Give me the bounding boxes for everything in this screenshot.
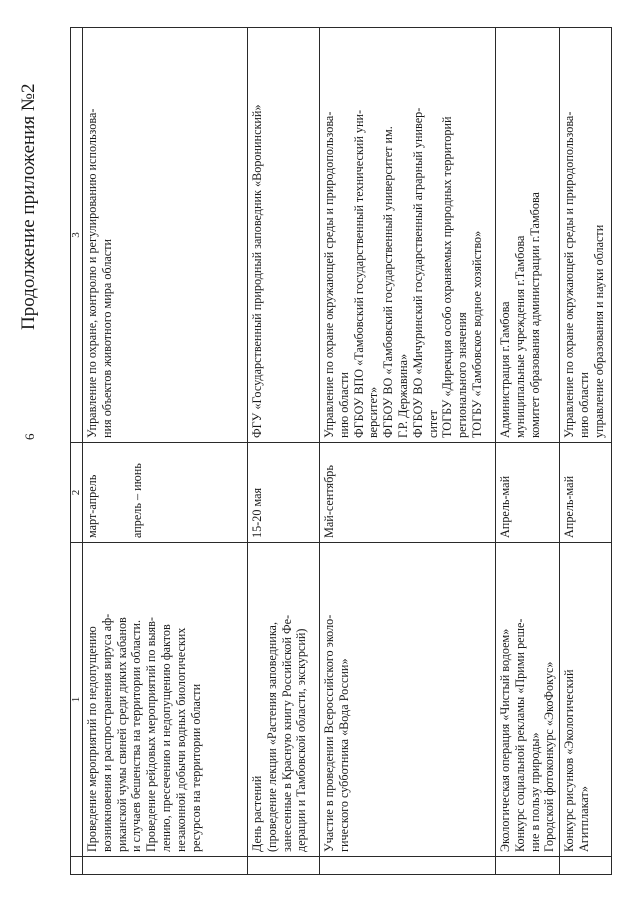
table-row	[83, 28, 248, 875]
cell-line: дерации и Тамбовской области, экскурсий)	[294, 628, 309, 852]
cell-line: Конкурс рисунков «Экологический	[562, 669, 577, 852]
table-row	[560, 28, 612, 875]
cell-line: незаконной добычи водных биологических	[173, 627, 188, 852]
event-cell	[560, 543, 612, 857]
cell-line: Проведение мероприятий по недопущению	[85, 626, 99, 852]
cell-line: ния объектов животного мира области	[99, 238, 114, 438]
cell-line: Проведение рейдовых мероприятий по выяв-	[144, 617, 159, 852]
row-stub-cell	[248, 857, 320, 875]
row-stub-cell	[320, 857, 496, 875]
cell-line: Администрация г.Тамбова	[498, 301, 512, 438]
event-cell	[320, 543, 496, 857]
header-col-2: 2	[71, 443, 83, 543]
table-row	[320, 28, 496, 875]
cell-line: регионального значения	[455, 312, 470, 438]
cell-line: гического субботника «Вода России»	[336, 658, 351, 852]
cell-line: Апрель-май	[498, 475, 512, 538]
event-cell	[248, 543, 320, 857]
cell-line: риканской чумы свиней среди диких кабанов	[114, 617, 129, 852]
cell-line: март-апрель	[85, 474, 99, 538]
row-stub-cell	[83, 857, 248, 875]
executors-cell	[83, 28, 248, 443]
cell-line: ние в пользу природы»	[527, 732, 542, 852]
cell-line: ситет	[425, 410, 440, 438]
page-number: 6	[22, 433, 37, 440]
cell-line: 15-20 мая	[250, 487, 264, 538]
dates-cell	[83, 443, 248, 543]
row-stub-cell	[560, 857, 612, 875]
event-cell	[83, 543, 248, 857]
dates-cell	[248, 443, 320, 543]
dates-cell	[320, 443, 496, 543]
cell-line: Конкурс социальной рекламы «Прими реше-	[512, 618, 527, 852]
cell-line: ТОГБУ «Дирекция особо охраняемых природных территорий	[440, 116, 455, 438]
cell-line: Участие в проведении Всероссийского эколо-	[322, 614, 336, 852]
cell-line: (проведение лекции «Растения заповедника,	[264, 621, 279, 852]
cell-line: Городской фотоконкурс «ЭкоФокус»	[542, 661, 557, 852]
cell-line: ФГБОУ ВПО «Тамбовский государственный технический уни-	[351, 109, 366, 438]
cell-line: Управление по охране, контролю и регулированию использова-	[85, 108, 99, 438]
cell-line: Апрель-май	[562, 475, 577, 538]
cell-line: и случаев бешенства на территории области.	[129, 619, 144, 852]
cell-line: занесенные в Красную книгу Российской Фе-	[279, 614, 294, 852]
cell-line: лению, пресечению и недопущению фактов	[158, 624, 173, 852]
cell-line: нию области	[576, 372, 591, 438]
events-table-body	[71, 28, 612, 875]
cell-line: управление образования и науки области	[591, 224, 606, 438]
cell-line: ТОГБУ «Тамбовское водное хозяйство»	[469, 230, 484, 438]
executors-cell	[320, 28, 496, 443]
table-header-row	[71, 28, 83, 875]
cell-line: День растений	[250, 775, 264, 852]
cell-line: нию области	[336, 372, 351, 438]
cell-line: Управление по охране окружающей среды и природопользова-	[562, 111, 577, 438]
executors-cell	[560, 28, 612, 443]
executors-cell	[248, 28, 320, 443]
dates-cell	[496, 443, 560, 543]
table-row	[248, 28, 320, 875]
cell-line: ресурсов на территории области	[188, 683, 203, 852]
appendix-caption: Продолжение приложения №2	[18, 83, 39, 330]
cell-line: апрель – июнь	[129, 463, 144, 538]
header-col-3: 3	[71, 28, 83, 443]
cell-line: Май-сентябрь	[322, 465, 336, 538]
cell-line: ФГБОУ ВО «Мичуринский государственный аграрный универ-	[410, 107, 425, 438]
table-row	[496, 28, 560, 875]
header-stub-cell	[71, 857, 83, 875]
event-cell	[496, 543, 560, 857]
cell-line: ФГУ «Государственный природный заповедник «Воронинский»	[250, 104, 264, 438]
cell-line: верситет»	[366, 386, 381, 438]
cell-line: возникновения и распространения вируса аф-	[99, 613, 114, 852]
cell-line: Экологическая операция «Чистый водоем»	[498, 628, 512, 852]
events-table	[70, 27, 612, 875]
row-stub-cell	[496, 857, 560, 875]
dates-cell	[560, 443, 612, 543]
cell-line: комитет образования администрации г.Тамбова	[527, 192, 542, 438]
cell-line: Агитплакат»	[576, 786, 591, 852]
cell-line: Г.Р. Державина»	[395, 353, 410, 438]
header-col-1: 1	[71, 543, 83, 857]
cell-line: ФГБОУ ВО «Тамбовский государственный университет им.	[381, 126, 396, 438]
cell-line: Управление по охране окружающей среды и природопользова-	[322, 111, 336, 438]
executors-cell	[496, 28, 560, 443]
cell-line: муниципальные учреждения г.Тамбова	[512, 235, 527, 438]
